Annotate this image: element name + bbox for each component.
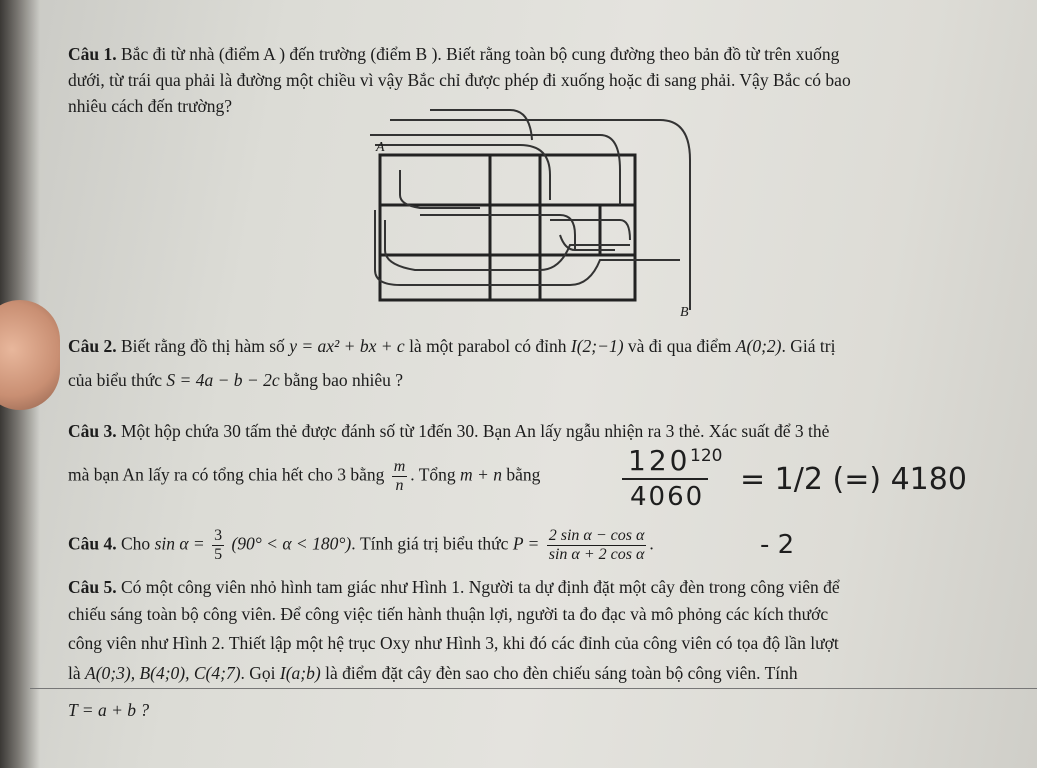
q2-point: A(0;2) bbox=[735, 336, 782, 356]
q4-p-num: 2 sin α − cos α bbox=[548, 527, 645, 544]
q1-text-1: Bắc đi từ nhà (điểm A ) đến trường (điểm B ). Biết rằng toàn bộ cung đường theo bản đồ từ trên xuống bbox=[121, 44, 840, 64]
route-path bbox=[550, 220, 630, 240]
q2-line1 bbox=[68, 336, 835, 357]
q5-text-4: là điểm đặt cây đèn sao cho đèn chiếu sáng toàn bộ công viên. Tính bbox=[325, 663, 798, 683]
q2-text-5: của biểu thức bbox=[68, 370, 163, 390]
q1-line3: nhiêu cách đến trường? bbox=[68, 96, 233, 116]
q2-text-2: là một parabol có đỉnh bbox=[409, 336, 567, 356]
q4-line bbox=[68, 527, 654, 564]
q4-text-1: Cho bbox=[121, 533, 151, 554]
q4-label: Câu 4. bbox=[68, 533, 117, 554]
hw-top-extra: 120 bbox=[690, 446, 723, 466]
q3-fraction bbox=[392, 458, 408, 495]
point-b-label: B bbox=[680, 305, 689, 320]
q5-label: Câu 5. bbox=[68, 577, 117, 597]
hw-fraction-bar bbox=[622, 478, 708, 480]
q2-vertex: I(2;−1) bbox=[570, 336, 624, 356]
q4-frac-den: 5 bbox=[214, 546, 223, 563]
q4-text-2: . Tính giá trị biểu thức bbox=[351, 533, 509, 554]
q5-text-1: Có một công viên nhỏ hình tam giác như Hình 1. Người ta dự định đặt một cây đèn trong công viên để bbox=[121, 577, 840, 597]
q5-line3: công viên như Hình 2. Thiết lập một hệ trục Oxy như Hình 3, khi đó các đỉnh của công viên có tọa độ lần lượt bbox=[68, 633, 839, 653]
q2-text-6: bằng bao nhiêu ? bbox=[283, 370, 404, 390]
q2-text-3: và đi qua điểm bbox=[627, 336, 732, 356]
q3-text-1: Một hộp chứa 30 tấm thẻ được đánh số từ 1đến 30. Bạn An lấy ngẫu nhiện ra 3 thẻ. Xác suất để 3 thẻ bbox=[121, 421, 830, 441]
hw-result: = 1/2 (=) 4180 bbox=[740, 462, 967, 497]
q5-coords: A(0;3), B(4;0), C(4;7) bbox=[85, 663, 241, 683]
q5-line5: T = a + b ? bbox=[68, 700, 150, 720]
q5-text-3: . Gọi bbox=[240, 663, 276, 683]
q3-line1 bbox=[68, 421, 829, 442]
q2-function: y = ax² + bx + c bbox=[289, 336, 405, 356]
q4-p-fraction bbox=[547, 527, 647, 564]
q1-line1 bbox=[68, 44, 839, 65]
route-path bbox=[560, 235, 615, 250]
q3-sum: m + n bbox=[460, 464, 502, 485]
route-path bbox=[375, 145, 550, 200]
q3-frac-den: n bbox=[395, 477, 404, 494]
route-path bbox=[400, 170, 480, 208]
hw-q4-answer: - 2 bbox=[760, 530, 795, 560]
q4-p-den: sin α + 2 cos α bbox=[548, 546, 645, 563]
route-map bbox=[360, 100, 705, 312]
map-outer-block bbox=[380, 155, 635, 300]
q5-point-i: I(a;b) bbox=[279, 663, 321, 683]
q4-frac-num: 3 bbox=[214, 527, 223, 544]
q3-line2 bbox=[68, 458, 540, 495]
q2-label: Câu 2. bbox=[68, 336, 117, 356]
q4-fraction bbox=[212, 527, 224, 564]
point-a-label: A bbox=[376, 140, 385, 155]
q2-expression: S = 4a − b − 2c bbox=[166, 370, 280, 390]
q3-text-4: bằng bbox=[506, 464, 541, 485]
q3-text-2: mà bạn An lấy ra có tổng chia hết cho 3 bằng bbox=[68, 464, 385, 485]
q2-text-1: Biết rằng đồ thị hàm số bbox=[121, 336, 285, 356]
q2-text-4: . Giá trị bbox=[781, 336, 836, 356]
q3-text-3: . Tổng bbox=[410, 464, 456, 485]
q3-frac-num: m bbox=[393, 458, 406, 475]
q5-line2: chiếu sáng toàn bộ công viên. Để công việc tiến hành thuận lợi, người ta đo đạc và mô phỏng các kích thước bbox=[68, 604, 829, 624]
q1-line2: dưới, từ trái qua phải là đường một chiều vì vậy Bắc chỉ được phép đi xuống hoặc đi sang phải. Vậy Bắc có bao bbox=[68, 70, 851, 90]
q3-label: Câu 3. bbox=[68, 421, 117, 441]
q2-line2 bbox=[68, 370, 403, 391]
map-inner-block bbox=[490, 205, 600, 255]
q5-line4 bbox=[68, 663, 798, 684]
hw-numerator: 120 bbox=[628, 444, 691, 477]
hw-denominator: 4060 bbox=[630, 482, 705, 512]
page-fold bbox=[30, 688, 1037, 689]
q4-sin: sin α = bbox=[154, 533, 205, 554]
q4-p-lhs: P = bbox=[512, 533, 540, 554]
q4-tail: . bbox=[649, 533, 654, 554]
finger bbox=[0, 300, 60, 410]
route-path bbox=[385, 220, 630, 270]
q5-line1 bbox=[68, 577, 840, 598]
q5-text-2: là bbox=[68, 663, 81, 683]
q4-range: (90° < α < 180°) bbox=[231, 533, 352, 554]
q1-label: Câu 1. bbox=[68, 44, 117, 64]
